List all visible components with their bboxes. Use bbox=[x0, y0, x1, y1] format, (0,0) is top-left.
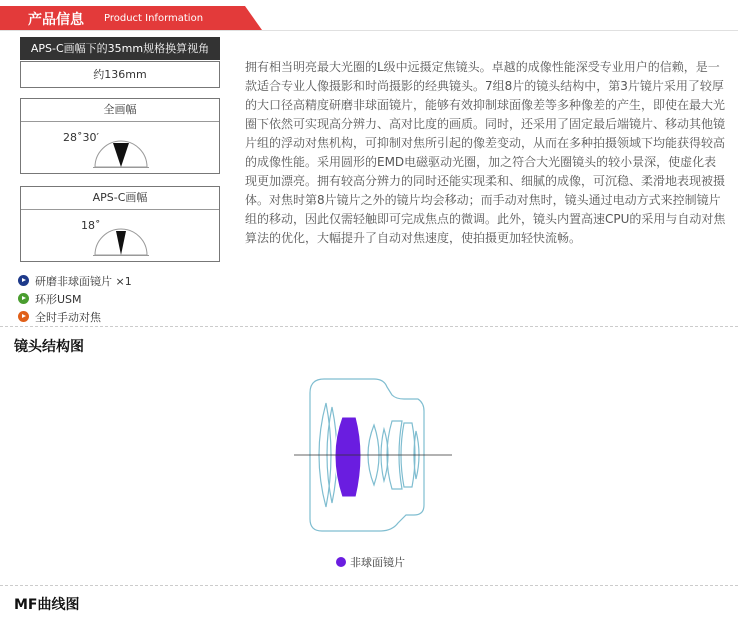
aps-c-angle-diagram bbox=[93, 225, 149, 257]
feature-label: 研磨非球面镜片 ×1 bbox=[35, 275, 132, 288]
aspherical-legend-dot bbox=[336, 557, 346, 567]
feature-aspherical bbox=[18, 274, 132, 290]
full-frame-angle-diagram bbox=[93, 137, 149, 169]
header-title-cn: 产品信息 bbox=[28, 12, 84, 28]
feature-label: 环形USM bbox=[35, 293, 82, 306]
aps-c-label: APS-C画幅 bbox=[21, 187, 219, 210]
header-title-en: Product Information bbox=[104, 13, 204, 24]
spec-title: APS-C画幅下的35mm规格换算视角 bbox=[20, 37, 220, 60]
lens-structure-title: 镜头结构图 bbox=[14, 339, 84, 355]
aps-c-box bbox=[20, 186, 220, 262]
header-bar bbox=[0, 0, 750, 34]
full-frame-box bbox=[20, 98, 220, 174]
feature-usm bbox=[18, 292, 82, 308]
play-circle-icon bbox=[18, 311, 29, 322]
feature-label: 全时手动对焦 bbox=[35, 311, 101, 324]
section-divider bbox=[0, 326, 738, 327]
feature-manual-focus bbox=[18, 310, 101, 326]
header-underline bbox=[0, 30, 738, 31]
lens-structure-diagram bbox=[292, 373, 454, 539]
mf-curve-title: MF曲线图 bbox=[14, 597, 80, 613]
product-description: 拥有相当明亮最大光圈的L级中远摄定焦镜头。卓越的成像性能深受专业用户的信赖，是一款适合专业人像摄影和时尚摄影的经典镜头。7组8片的镜头结构中，第3片镜片采用了较厚的大口径高精度研磨非球面镜片，能够有效抑制球面像差等多种像差的产生，即使在最大光圈下依然可实现高分辨力、高对比度的画质。同时，还采用了固定最后端镜片、移动其他镜片组的浮动对焦机构，可抑制对焦所引起的像差变动，从而在多种拍摄领域下均能获得较高的成像性能。采用圆形的EMD电磁驱动光圈，加之符合大光圈镜头的较小景深，使虚化表现更加漂亮。拥有较高分辨力的同时还能实现柔和、细腻的成像，可沉稳、柔滑地表现被摄体。对焦时第8片镜片之外的镜片均会移动；而手动对焦时，镜头通过电动方式来控制镜片组的移动，因此仅需轻触即可完成焦点的微调。此外，镜头内置高速CPU的采用与自动对焦算法的优化，大幅提升了自动对焦速度，使拍摄更加轻快流畅。 bbox=[245, 60, 726, 245]
aspherical-legend-label: 非球面镜片 bbox=[350, 556, 405, 569]
aps-c-angle: 18˚ bbox=[81, 219, 101, 232]
aspherical-lens-element bbox=[335, 417, 361, 497]
play-circle-icon bbox=[18, 275, 29, 286]
play-circle-icon bbox=[18, 293, 29, 304]
equivalent-focal-length: 约136mm bbox=[93, 68, 147, 81]
full-frame-angle: 28˚30′ bbox=[63, 131, 99, 144]
section-divider bbox=[0, 585, 738, 586]
equivalent-focal-box bbox=[20, 61, 220, 88]
aspherical-legend bbox=[336, 554, 405, 570]
full-frame-label: 全画幅 bbox=[21, 99, 219, 122]
